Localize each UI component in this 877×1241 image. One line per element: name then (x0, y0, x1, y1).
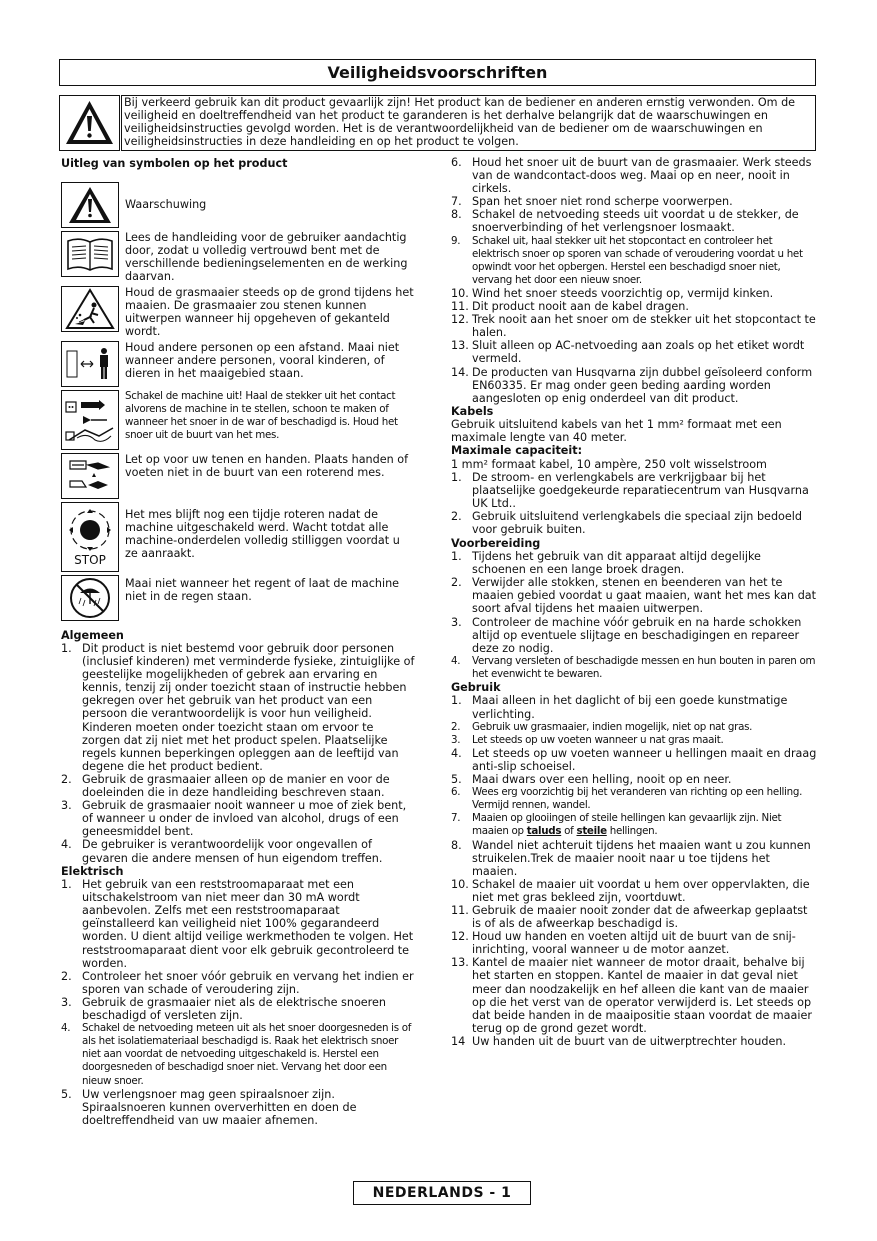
list-item: 1. De stroom- en verlengkabels are verkrijgbaar bij het plaatselijke goedgekeurde reparatiecentrum van Husqvarna UK Ltd.. (451, 471, 809, 511)
taluds-link: taluds (526, 825, 562, 838)
symbol-text: Het mes blijft nog een tijdje roteren nadat de machine uitgeschakeld werd. Wacht totdat alle machine-onderdelen volledig stilliggen voordat u ze aanraakt. (125, 507, 400, 560)
bystanders-distance-icon (61, 341, 119, 387)
manual-icon (61, 231, 119, 277)
list-item: 4. Vervang versleten of beschadigde messen en hun bouten in paren om het evenwicht te bewaren. (451, 654, 816, 680)
symbol-row-warning (61, 182, 415, 228)
list-item: 3. Controleer de machine vóór gebruik en na harde schokken altijd op eventuele slijtage en beschadigingen en repareer deze zo nodig. (451, 615, 802, 655)
list-item: 4. Schakel de netvoeding meteen uit als het snoer doorgesneden is of als het isolatiemateriaal beschadigd is. Raak het elektrisch snoer niet aan voordat de netvoeding uitgeschakeld is. Herstel een doorgesneden of beschadigd snoer niet. Vervang het door een nieuw snoer. (61, 1022, 412, 1087)
list-item: 7. Span het snoer niet rond scherpe voorwerpen. (451, 195, 733, 209)
gebruik-list (451, 694, 817, 1048)
kabels-text: Gebruik uitsluitend kabels van het 1 mm² formaat met een maximale lengte van 40 meter. (451, 418, 782, 445)
list-item: 3. Gebruik de grasmaaier niet als de elektrische snoeren beschadigd of versleten zijn. (61, 995, 387, 1023)
list-item: 3. Gebruik de grasmaaier nooit wanneer u moe of ziek bent, of wanneer u onder de invloed van alcohol, drugs of een geneesmiddel bent. (61, 799, 407, 839)
elektrisch-list-left (61, 878, 415, 1127)
capaciteit-heading: Maximale capaciteit: (451, 444, 583, 458)
voorbereiding-heading: Voorbereiding (451, 536, 541, 550)
list-item: 6. Wees erg voorzichtig bij het veranderen van richting op een helling. Vermijd rennen, wandel. (451, 786, 803, 812)
gebruik-heading: Gebruik (451, 680, 501, 694)
list-item: 12. Houd uw handen en voeten altijd uit de buurt van de snij-inrichting, vooral wanneer u de motor aanzet. (451, 930, 796, 957)
symbol-text: Houd andere personen op een afstand. Maai niet wanneer andere personen, vooral kinderen, of dieren in het maaigebied staan. (125, 340, 400, 380)
list-item: 10. Wind het snoer steeds voorzichtig op, vermijd kinken. (451, 286, 774, 300)
symbol-row-unplug (61, 390, 415, 450)
right-column (451, 156, 817, 1048)
symbol-row-manual (61, 231, 415, 283)
list-item: 4. De gebruiker is verantwoordelijk voor ongevallen of gevaren die andere mensen of hun eigendom treffen. (61, 838, 383, 865)
list-item: 8. Wandel niet achteruit tijdens het maaien want u zou kunnen struikelen.Trek de maaier nooit naar u toe tijdens het maaien. (451, 838, 811, 878)
list-item: 14. De producten van Husqvarna zijn dubbel geïsoleerd conform EN60335. Er mag onder geen beding aarding worden aangesloten op enig onderdeel van dit product. (451, 365, 813, 405)
page-title: Veiligheidsvoorschriften (59, 59, 816, 86)
symbol-row-thrown-objects (61, 286, 415, 338)
algemeen-heading: Algemeen (61, 628, 124, 642)
list-item: 5. Maai dwars over een helling, nooit op en neer. (451, 773, 732, 787)
hands-feet-icon (61, 453, 119, 499)
voorbereiding-list (451, 550, 817, 681)
symbol-row-bystanders (61, 341, 415, 387)
intro-warning-icon (59, 95, 120, 151)
list-item: 2. Controleer het snoer vóór gebruik en vervang het indien er sporen van schade of veroudering zijn. (61, 969, 414, 996)
left-column (61, 157, 415, 1127)
elektrisch-list-right (451, 156, 817, 405)
symbol-text: Houd de grasmaaier steeds op de grond tijdens het maaien. De grasmaaier zou stenen kunnen uitwerpen wanneer hij opgeheven of gekanteld wordt. (125, 285, 414, 338)
list-item: 1. Maai alleen in het daglicht of bij een goede kunstmatige verlichting. (451, 694, 788, 721)
kabels-heading: Kabels (451, 404, 494, 418)
list-item: 14 Uw handen uit de buurt van de uitwerptrechter houden. (451, 1034, 786, 1048)
symbol-text: Maai niet wanneer het regent of laat de machine niet in de regen staan. (125, 576, 400, 603)
no-rain-icon (61, 575, 119, 621)
capaciteit-text: 1 mm² formaat kabel, 10 ampère, 250 volt wisselstroom (451, 457, 767, 471)
symbol-row-hands-feet (61, 453, 415, 499)
list-item: 9. Schakel uit, haal stekker uit het stopcontact en controleer het elektrisch snoer op sporen van schade of veroudering voordat u het opwindt voor het opbergen. Herstel een beschadigd snoer niet, vervang het door een nieuw snoer. (451, 234, 803, 286)
steile-link: steile (576, 825, 607, 838)
list-item: 1. Tijdens het gebruik van dit apparaat altijd degelijke schoenen en een lange broek dragen. (451, 550, 761, 577)
symbol-row-blade-stop (61, 502, 415, 572)
unplug-icon (61, 390, 119, 450)
list-item: 2. Verwijder alle stokken, stenen en beenderen van het te maaien gebied voordat u gaat maaien, want het mes kan dat soort afval tijdens het maaien uitwerpen. (451, 576, 817, 616)
page-footer: NEDERLANDS - 1 (353, 1181, 531, 1205)
list-item: 2. Gebruik uitsluitend verlengkabels die speciaal zijn bedoeld voor gebruik buiten. (451, 510, 802, 537)
symbol-text: Lees de handleiding voor de gebruiker aandachtig door, zodat u volledig vertrouwd bent met de verschillende bedieningselementen en de werking daarvan. (125, 230, 408, 283)
list-item: 5. Uw verlengsnoer mag geen spiraalsnoer zijn. Spiraalsnoeren kunnen oververhitten en doen de doeltreffendheid van uw maaier afnemen. (61, 1087, 357, 1127)
capaciteit-list (451, 471, 817, 536)
thrown-objects-icon (61, 286, 119, 332)
blade-stop-icon (61, 502, 119, 572)
symbols-heading: Uitleg van symbolen op het product (61, 157, 288, 170)
list-item: 2. Gebruik uw grasmaaier, indien mogelijk, niet op nat gras. (451, 720, 753, 733)
list-item: 7. Maaien op glooiingen of steile hellingen kan gevaarlijk zijn. Niet maaien op taluds of steile hellingen. (451, 812, 782, 838)
list-item: 4. Let steeds op uw voeten wanneer u hellingen maait en draag anti-slip schoeisel. (451, 746, 817, 773)
list-item: 1. Het gebruik van een reststroomaparaat met een uitschakelstroom van niet meer dan 30 mA wordt aanbevolen. Zelfs met een reststroomaparaat geïnstalleerd kan veiligheid niet 100% gegarandeerd worden. U dient altijd veilige werkmethoden te volgen. Het reststroomaparaat dient voor elk gebruik gecontroleerd te worden. (61, 878, 414, 970)
warning-icon (61, 182, 119, 228)
list-item: 8. Schakel de netvoeding steeds uit voordat u de stekker, de snoerverbinding of het verlengsnoer losmaakt. (451, 208, 799, 235)
list-item: 3. Let steeds op uw voeten wanneer u nat gras maait. (451, 733, 724, 746)
intro-text: Bij verkeerd gebruik kan dit product gevaarlijk zijn! Het product kan de bediener en anderen ernstig verwonden. Om de veiligheid en doeltreffendheid van het product te garanderen is het derhalve belangrijk dat de waarschuwingen en veiligheidsinstructies gevolgd worden. Het is de verantwoordelijkheid van de bediener om de waarschuwingen en veiligheidsinstructies in deze handleiding en op het product te volgen. (121, 95, 816, 151)
symbol-row-no-rain (61, 575, 415, 621)
list-item: 13. Sluit alleen op AC-netvoeding aan zoals op het etiket wordt vermeld. (451, 339, 805, 366)
list-item: 2. Gebruik de grasmaaier alleen op de manier en voor de doeleinden die in deze handleiding beschreven staan. (61, 772, 390, 800)
symbol-text: Let op voor uw tenen en handen. Plaats handen of voeten niet in de buurt van een roterend mes. (125, 452, 409, 479)
stop-label: STOP (74, 553, 106, 567)
symbol-text: Waarschuwing (125, 197, 207, 211)
list-item: 6. Houd het snoer uit de buurt van de grasmaaier. Werk steeds van de wandcontact-doos weg. Maai op en neer, nooit in cirkels. (451, 156, 812, 196)
symbol-text: Schakel de machine uit! Haal de stekker uit het contact alvorens de machine in te stellen, schoon te maken of wanneer het snoer in de war of beschadigd is. Houd het snoer uit de buurt van het mes. (125, 389, 398, 441)
algemeen-list (61, 642, 415, 865)
list-item: 11. Dit product nooit aan de kabel dragen. (451, 300, 689, 314)
list-item: 1. Dit product is niet bestemd voor gebruik door personen (inclusief kinderen) met verminderde fysieke, zintuiglijke of geestelijke mogelijkheden of gebrek aan ervaring en kennis, tenzij zij onder toezicht staan of instructie hebben gekregen over het gebruik van het product van een persoon die verantwoordelijk is voor hun veiligheid. Kinderen moeten onder toezicht staan om ervoor te zorgen dat zij niet met het product spelen. Plaatselijke regels kunnen beperkingen opleggen aan de leeftijd van degene die het product bedient. (61, 642, 415, 773)
list-item: 10. Schakel de maaier uit voordat u hem over oppervlakten, die niet met gras bekleed zijn, voortduwt. (451, 877, 810, 904)
elektrisch-heading: Elektrisch (61, 864, 124, 878)
list-item: 11. Gebruik de maaier nooit zonder dat de afweerkap geplaatst is of als de afweerkap beschadigd is. (451, 903, 808, 931)
list-item: 13. Kantel de maaier niet wanneer de motor draait, behalve bij het starten en stoppen. Kantel de maaier in dat geval niet meer dan noodzakelijk en hef alleen die kant van de maaier op die het verst van de operator verwijderd is. Let steeds op dat beide handen in de maaipositie staan voordat de maaier terug op de grond gezet wordt. (451, 956, 812, 1035)
list-item: 12. Trek nooit aan het snoer om de stekker uit het stopcontact te halen. (451, 313, 816, 340)
